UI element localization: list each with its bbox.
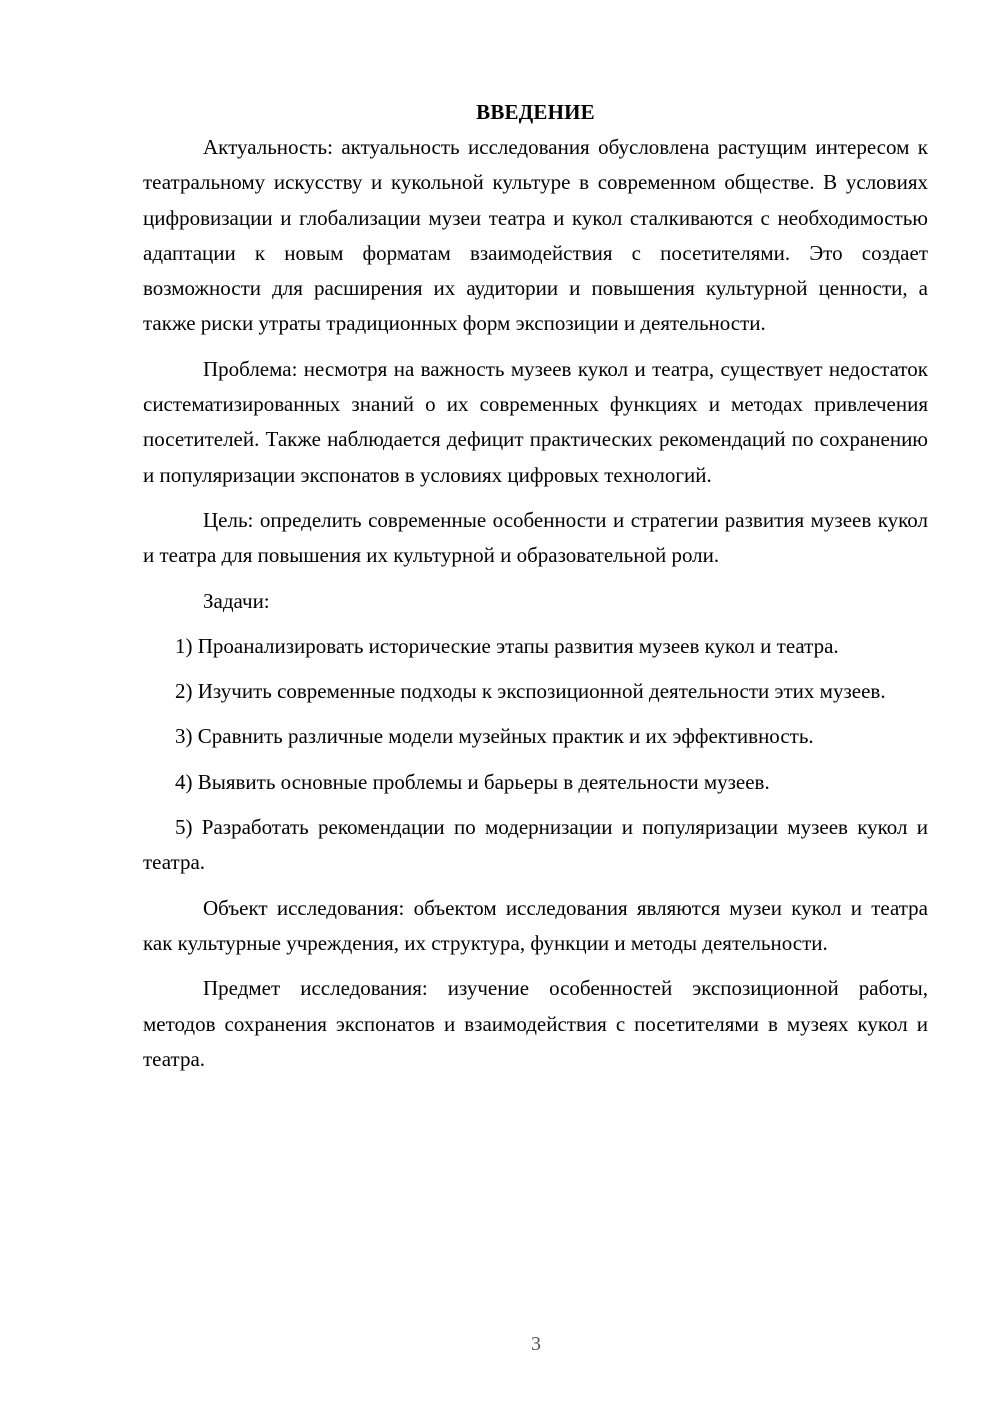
- task-item-1: 1) Проанализировать исторические этапы развития музеев кукол и театра.: [175, 633, 839, 658]
- section-heading: ВВЕДЕНИЕ: [476, 100, 595, 124]
- relevance-paragraph: Актуальность: актуальность исследования обусловлена растущим интересом к театральному искусству и кукольной культуре в современном обществе. В условиях цифровизации и глобализации музеи театра и кукол сталкиваются с необходимостью адаптации к новым форматам взаимодействия с посетителями. Это создает возможности для расширения их аудитории и повышения культурной ценности, а также риски утраты традиционных форм экспозиции и деятельности.: [143, 135, 928, 336]
- task-item-4: 4) Выявить основные проблемы и барьеры в деятельности музеев.: [175, 769, 770, 794]
- subject-paragraph: Предмет исследования: изучение особенностей экспозиционной работы, методов сохранения экспонатов и взаимодействия с посетителями в музеях кукол и театра.: [143, 976, 928, 1071]
- task-item-3: 3) Сравнить различные модели музейных практик и их эффективность.: [175, 724, 814, 749]
- tasks-label: Задачи:: [203, 588, 270, 613]
- page-number: 3: [531, 1333, 541, 1355]
- object-paragraph: Объект исследования: объектом исследования являются музеи кукол и театра как культурные учреждения, их структура, функции и методы деятельности.: [143, 895, 928, 955]
- task-item-5: 5) Разработать рекомендации по модернизации и популяризации музеев кукол и театра.: [143, 815, 928, 875]
- problem-paragraph: Проблема: несмотря на важность музеев кукол и театра, существует недостаток систематизированных знаний о их современных функциях и методах привлечения посетителей. Также наблюдается дефицит практических рекомендаций по сохранению и популяризации экспонатов в условиях цифровых технологий.: [143, 356, 928, 487]
- document-page: [143, 94, 928, 1077]
- goal-paragraph: Цель: определить современные особенности и стратегии развития музеев кукол и театра для повышения их культурной и образовательной роли.: [143, 507, 928, 568]
- task-item-2: 2) Изучить современные подходы к экспозиционной деятельности этих музеев.: [175, 679, 886, 704]
